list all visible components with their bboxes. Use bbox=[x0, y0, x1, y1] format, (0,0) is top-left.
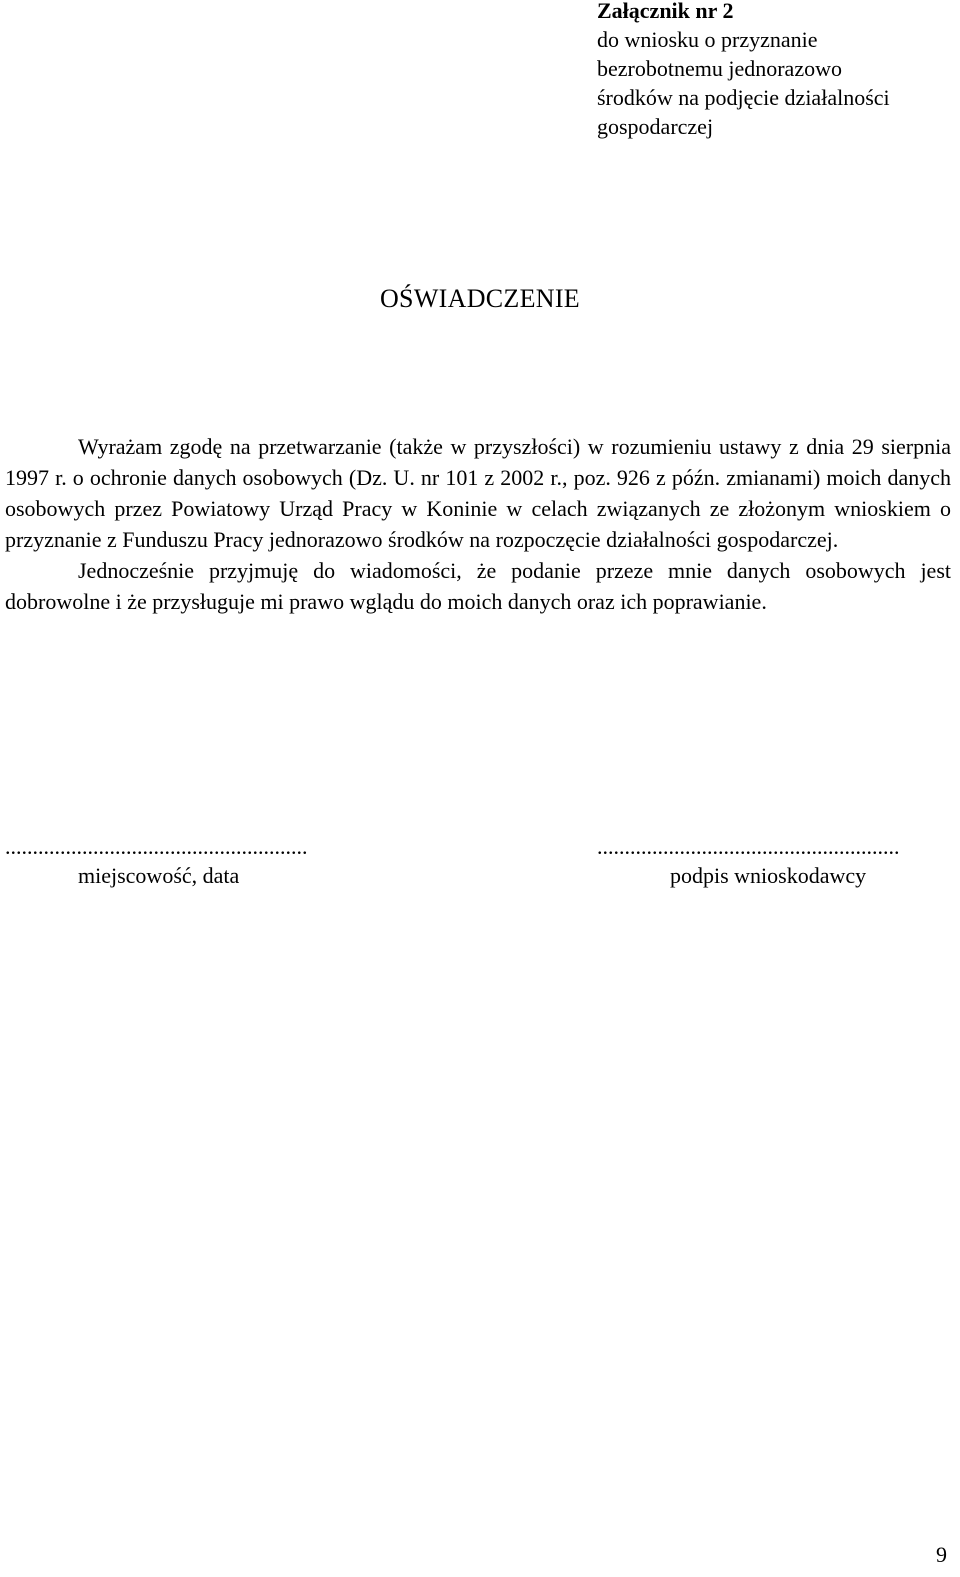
consent-paragraph: Wyrażam zgodę na przetwarzanie (także w przyszłości) w rozumieniu ustawy z dnia 29 sierpnia 1997 r. o ochronie danych osobowych (Dz. U. nr 101 z 2002 r., poz. 926 z późn. zmianami) moich danych osobowych przez Powiatowy Urząd Pracy w Koninie w celach związanych ze złożonym wnioskiem o przyznanie z Funduszu Pracy jednorazowo środków na rozpoczęcie działalności gospodarczej. bbox=[5, 434, 951, 552]
declaration-body bbox=[5, 431, 951, 617]
document-title: OŚWIADCZENIE bbox=[379, 284, 580, 313]
applicant-signature-caption: podpis wnioskodawcy bbox=[670, 863, 867, 888]
attachment-line-2: bezrobotnemu jednorazowo bbox=[597, 56, 842, 81]
place-date-caption: miejscowość, data bbox=[78, 863, 240, 888]
acknowledgement-paragraph: Jednocześnie przyjmuję do wiadomości, że podanie przeze mnie danych osobowych jest dobrowolne i że przysługuje mi prawo wglądu do moich danych oraz ich poprawianie. bbox=[5, 558, 951, 614]
attachment-header bbox=[597, 0, 927, 141]
attachment-line-4: gospodarczej bbox=[597, 114, 714, 139]
attachment-line-3: środków na podjęcie działalności bbox=[597, 85, 890, 110]
applicant-signature-block bbox=[597, 832, 900, 890]
page-number: 9 bbox=[936, 1542, 947, 1567]
applicant-signature-line: ....................................................... bbox=[597, 834, 900, 859]
place-date-line: ....................................................... bbox=[5, 834, 308, 859]
attachment-title: Załącznik nr 2 bbox=[597, 0, 734, 23]
place-date-signature-block bbox=[5, 832, 308, 890]
attachment-line-1: do wniosku o przyznanie bbox=[597, 27, 818, 52]
